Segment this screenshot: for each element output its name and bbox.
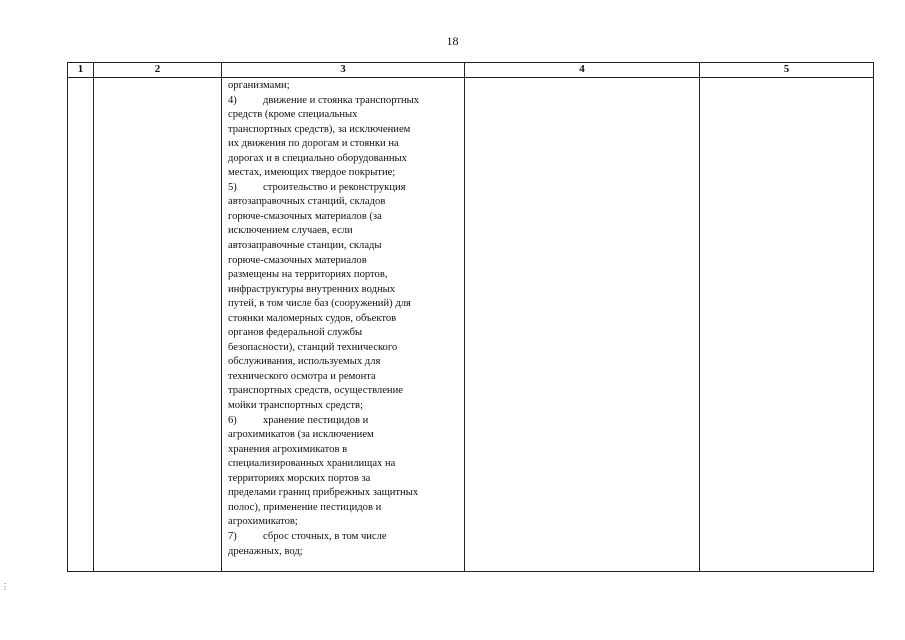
text-line — [228, 545, 462, 560]
item-number: 6) — [228, 414, 237, 426]
item-number: 4) — [228, 94, 237, 106]
text-line — [228, 123, 462, 138]
text-line — [228, 341, 462, 356]
line-text: транспортных средств), за исключением — [228, 123, 411, 135]
header-col-4: 4 — [465, 63, 700, 78]
line-text: горюче-смазочных материалов — [228, 254, 367, 266]
cell-col-4 — [465, 78, 700, 572]
line-text: движение и стоянка транспортных — [263, 94, 420, 106]
text-line — [228, 224, 462, 239]
line-text: исключением случаев, если — [228, 225, 353, 237]
line-text: мойки транспортных средств; — [228, 400, 363, 412]
line-text: безопасности), станций технического — [228, 341, 398, 353]
text-line — [228, 283, 462, 298]
line-text: территориях морских портов за — [228, 472, 371, 484]
line-text: полос), применение пестицидов и — [228, 501, 382, 513]
header-col-3: 3 — [222, 63, 465, 78]
text-line — [228, 94, 462, 109]
item-number: 7) — [228, 530, 237, 542]
scan-edge-mark: ⋮ — [1, 582, 9, 591]
cell-col-1 — [68, 78, 94, 572]
text-line — [228, 108, 462, 123]
text-line — [228, 399, 462, 414]
document-table — [67, 62, 874, 572]
text-line — [228, 137, 462, 152]
text-line — [228, 79, 462, 94]
header-col-1: 1 — [68, 63, 94, 78]
text-line — [228, 326, 462, 341]
text-line — [228, 195, 462, 210]
page-number: 18 — [446, 34, 459, 48]
line-text: местах, имеющих твердое покрытие; — [228, 167, 396, 179]
line-text: строительство и реконструкция — [263, 181, 406, 193]
line-text: хранение пестицидов и — [263, 414, 369, 426]
text-line — [228, 239, 462, 254]
line-text: агрохимикатов; — [228, 516, 298, 528]
text-line — [228, 355, 462, 370]
text-line — [228, 297, 462, 312]
line-text: органов федеральной службы — [228, 327, 363, 339]
text-line — [228, 254, 462, 269]
line-text: горюче-смазочных материалов (за — [228, 210, 382, 222]
text-line — [228, 210, 462, 225]
cell-col-5 — [700, 78, 874, 572]
line-text: технического осмотра и ремонта — [228, 370, 376, 382]
table-header-row — [68, 63, 874, 78]
text-line — [228, 530, 462, 545]
text-line — [228, 312, 462, 327]
line-text: путей, в том числе баз (сооружений) для — [228, 298, 411, 310]
text-line — [228, 501, 462, 516]
item-number: 5) — [228, 181, 237, 193]
line-text: дренажных, вод; — [228, 545, 303, 557]
text-line — [228, 428, 462, 443]
line-text: пределами границ прибрежных защитных — [228, 487, 419, 499]
text-line — [228, 152, 462, 167]
line-text: обслуживания, используемых для — [228, 356, 381, 368]
text-line — [228, 384, 462, 399]
line-text: агрохимикатов (за исключением — [228, 429, 374, 441]
text-line — [228, 268, 462, 283]
line-text: организмами; — [228, 80, 290, 91]
header-col-2: 2 — [94, 63, 222, 78]
line-text: дорогах и в специально оборудованных — [228, 152, 407, 164]
line-text: автозаправочные станции, склады — [228, 240, 382, 252]
text-line — [228, 370, 462, 385]
line-text: автозаправочных станций, складов — [228, 196, 386, 208]
line-text: размещены на территориях портов, — [228, 269, 388, 281]
line-text: хранения агрохимикатов в — [228, 443, 348, 455]
line-text: их движения по дорогам и стоянки на — [228, 138, 399, 150]
text-line — [228, 515, 462, 530]
text-line — [228, 486, 462, 501]
table-row — [68, 78, 874, 572]
line-text: инфраструктуры внутренних водных — [228, 283, 396, 295]
text-line — [228, 457, 462, 472]
cell-col-3 — [222, 78, 465, 572]
cell-col-2 — [94, 78, 222, 572]
line-text: транспортных средств, осуществление — [228, 385, 403, 397]
text-line — [228, 414, 462, 429]
text-line — [228, 443, 462, 458]
text-line — [228, 181, 462, 196]
line-text: специализированных хранилищах на — [228, 458, 396, 470]
text-line — [228, 166, 462, 181]
line-text: стоянки маломерных судов, объектов — [228, 312, 397, 324]
text-line — [228, 472, 462, 487]
header-col-5: 5 — [700, 63, 874, 78]
line-text: средств (кроме специальных — [228, 109, 358, 121]
line-text: сброс сточных, в том числе — [263, 530, 387, 542]
